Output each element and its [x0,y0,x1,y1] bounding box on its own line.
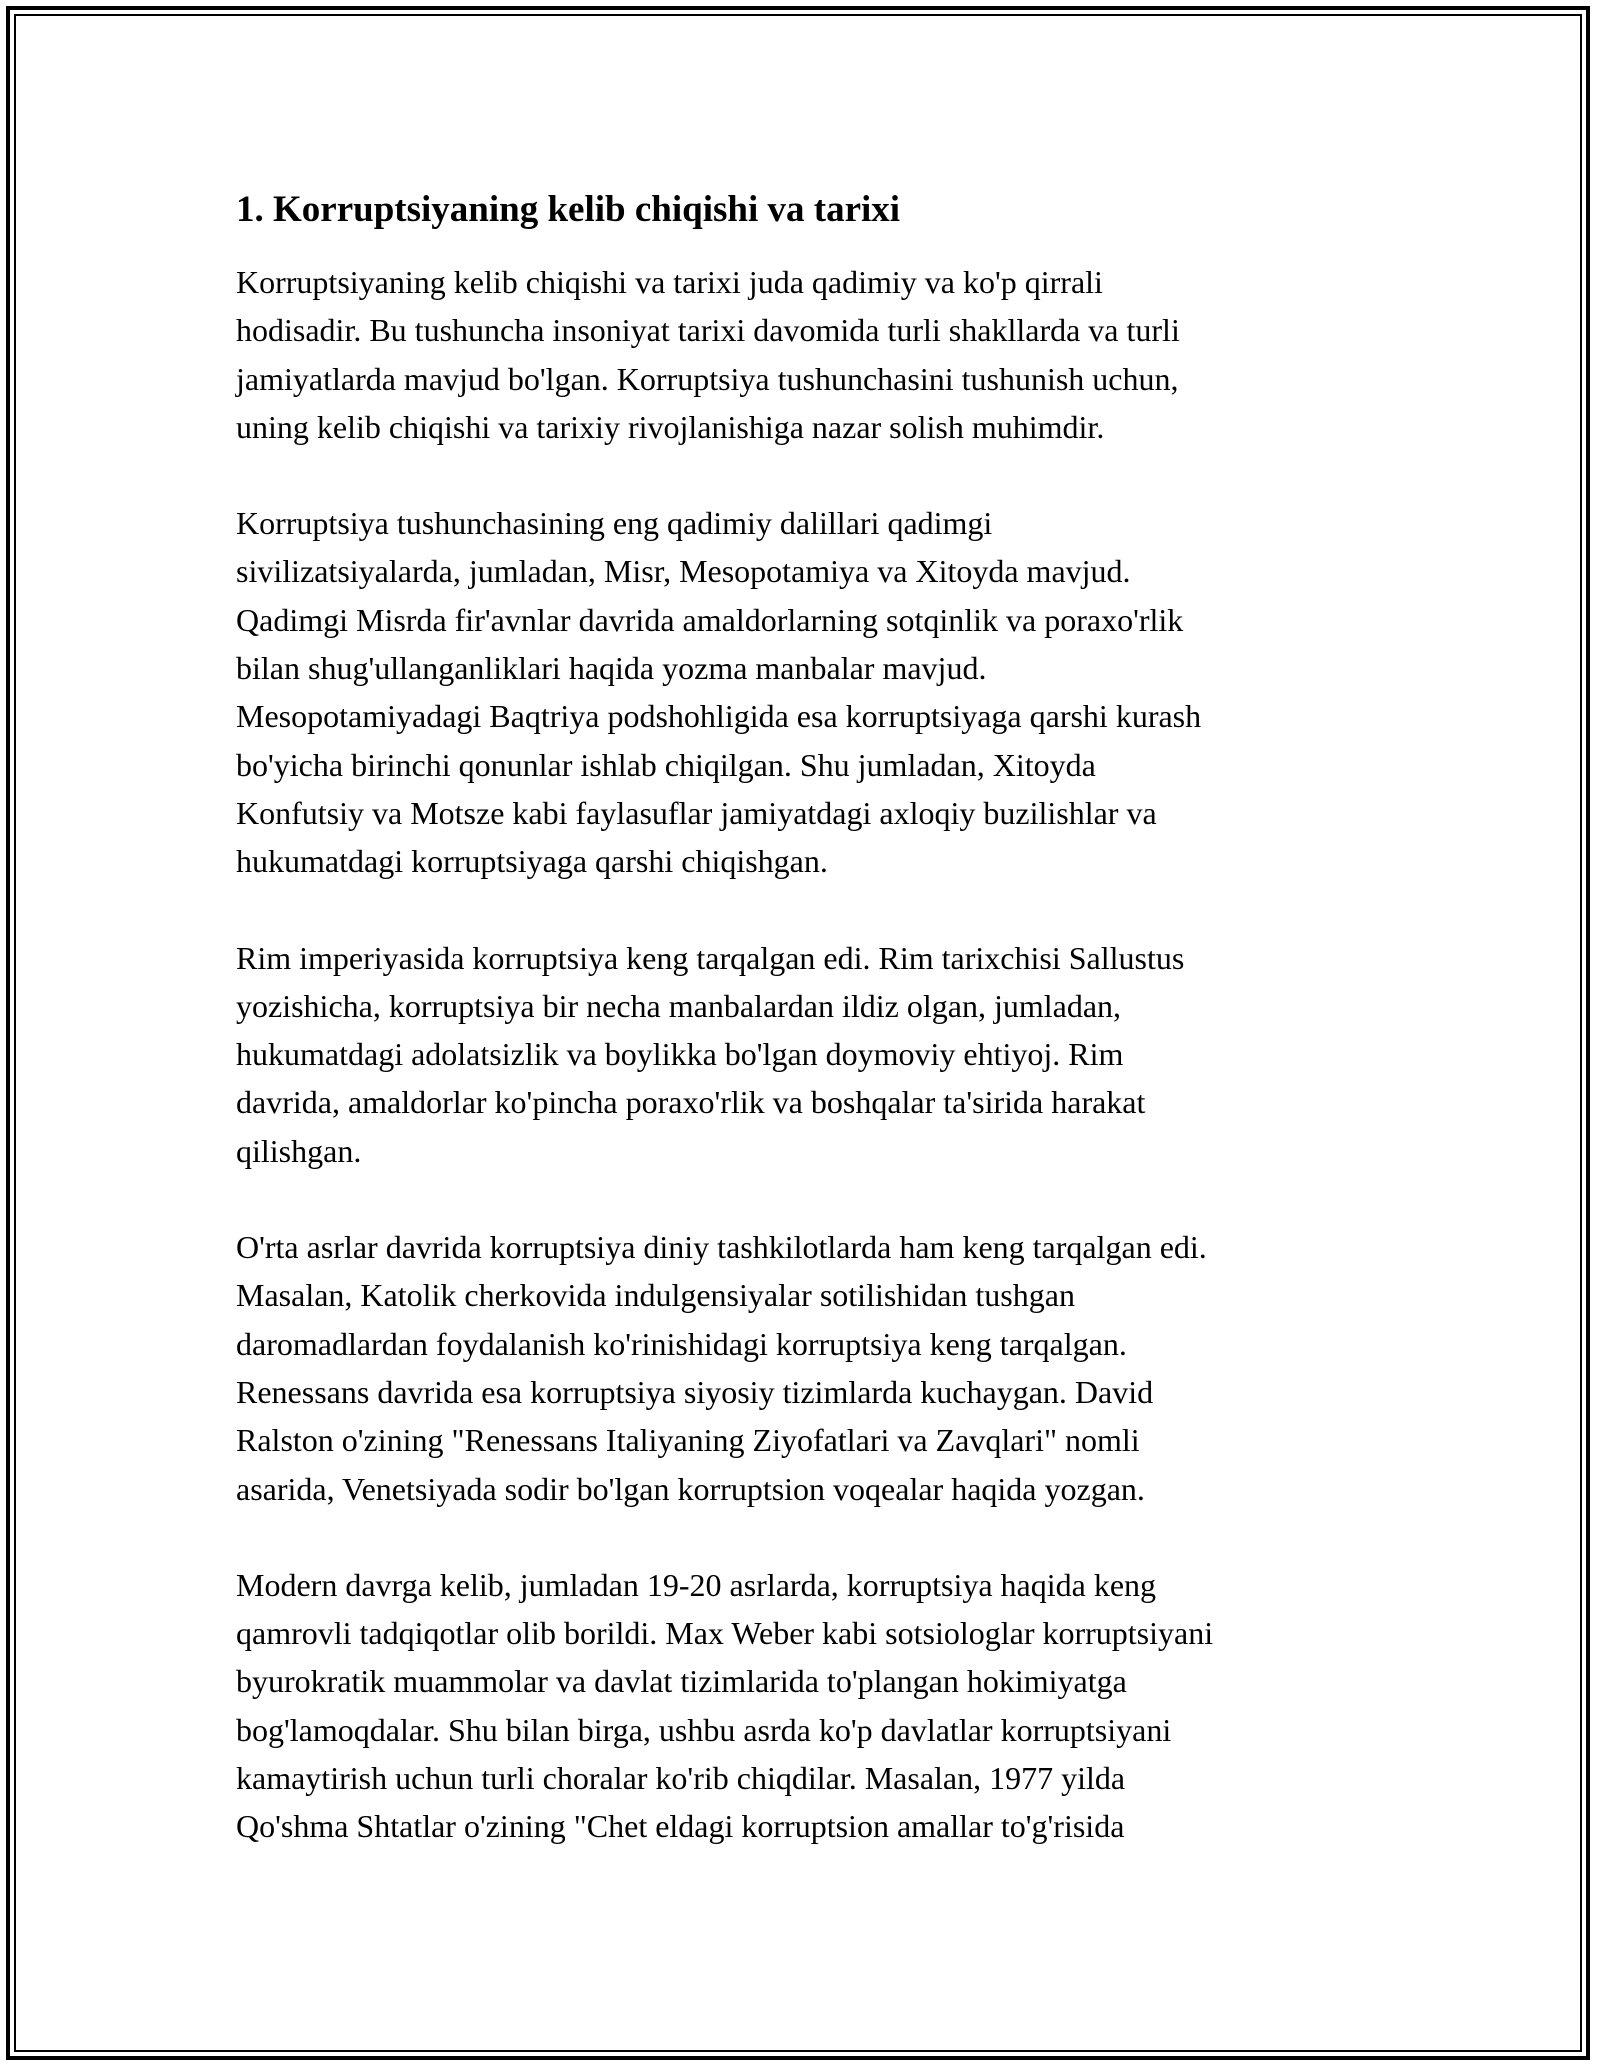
paragraph-3 [236,934,1376,1175]
text-line: qilishgan. [236,1132,362,1169]
text-line: kamaytirish uchun turli choralar ko'rib chiqdilar. Masalan, 1977 yilda [236,1760,1126,1797]
section-heading: 1. Korruptsiyaning kelib chiqishi va tarixi [236,189,901,230]
text-line: Ralston o'zining "Renessans Italiyaning Ziyofatlari va Zavqlari" nomli [236,1422,1140,1459]
text-line: Qadimgi Misrda fir'avnlar davrida amaldorlarning sotqinlik va poraxo'rlik [236,601,1184,638]
text-line: asarida, Venetsiyada sodir bo'lgan korruptsion voqealar haqida yozgan. [236,1470,1145,1507]
text-line: Masalan, Katolik cherkovida indulgensiyalar sotilishidan tushgan [236,1277,1075,1314]
paragraph-5 [236,1561,1376,1851]
text-line: hodisadir. Bu tushuncha insoniyat tarixi davomida turli shakllarda va turli [236,312,1180,349]
text-line: Korruptsiya tushunchasining eng qadimiy dalillari qadimgi [236,505,993,542]
text-line: yozishicha, korruptsiya bir necha manbalardan ildiz olgan, jumladan, [236,987,1122,1024]
text-line: hukumatdagi korruptsiyaga qarshi chiqishgan. [236,843,828,880]
text-line: bog'lamoqdalar. Shu bilan birga, ushbu asrda ko'p davlatlar korruptsiyani [236,1711,1172,1748]
text-line: daromadlardan foydalanish ko'rinishidagi korruptsiya keng tarqalgan. [236,1325,1127,1362]
text-line: byurokratik muammolar va davlat tizimlarida to'plangan hokimiyatga [236,1663,1127,1700]
text-line: Konfutsiy va Motsze kabi faylasuflar jamiyatdagi axloqiy buzilishlar va [236,794,1157,831]
paragraph-1 [236,258,1376,451]
document-body [236,186,1376,1899]
text-line: sivilizatsiyalarda, jumladan, Misr, Mesopotamiya va Xitoyda mavjud. [236,553,1131,590]
text-line: Korruptsiyaning kelib chiqishi va tarixi juda qadimiy va ko'p qirrali [236,264,1103,300]
paragraph-4 [236,1223,1376,1513]
text-line: Modern davrga kelib, jumladan 19-20 asrlarda, korruptsiya haqida keng [236,1566,1157,1603]
text-line: jamiyatlarda mavjud bo'lgan. Korruptsiya tushunchasini tushunish uchun, [236,360,1179,397]
text-line: davrida, amaldorlar ko'pincha poraxo'rlik va boshqalar ta'sirida harakat [236,1084,1146,1121]
text-line: Rim imperiyasida korruptsiya keng tarqalgan edi. Rim tarixchisi Sallustus [236,939,1185,976]
text-line: qamrovli tadqiqotlar olib borildi. Max Weber kabi sotsiologlar korruptsiyani [236,1615,1214,1652]
text-line: bo'yicha birinchi qonunlar ishlab chiqilgan. Shu jumladan, Xitoyda [236,746,1096,783]
text-line: Renessans davrida esa korruptsiya siyosiy tizimlarda kuchaygan. David [236,1373,1154,1410]
paragraph-2 [236,499,1376,885]
text-line: Qo'shma Shtatlar o'zining "Chet eldagi korruptsion amallar to'g'risida [236,1808,1125,1845]
text-line: O'rta asrlar davrida korruptsiya diniy tashkilotlarda ham keng tarqalgan edi. [236,1229,1207,1266]
text-line: uning kelib chiqishi va tarixiy rivojlanishiga nazar solish muhimdir. [236,408,1105,445]
text-line: bilan shug'ullanganliklari haqida yozma manbalar mavjud. [236,650,987,687]
text-line: Mesopotamiyadagi Baqtriya podshohligida esa korruptsiyaga qarshi kurash [236,698,1202,735]
text-line: hukumatdagi adolatsizlik va boylikka bo'lgan doymoviy ehtiyoj. Rim [236,1036,1124,1073]
